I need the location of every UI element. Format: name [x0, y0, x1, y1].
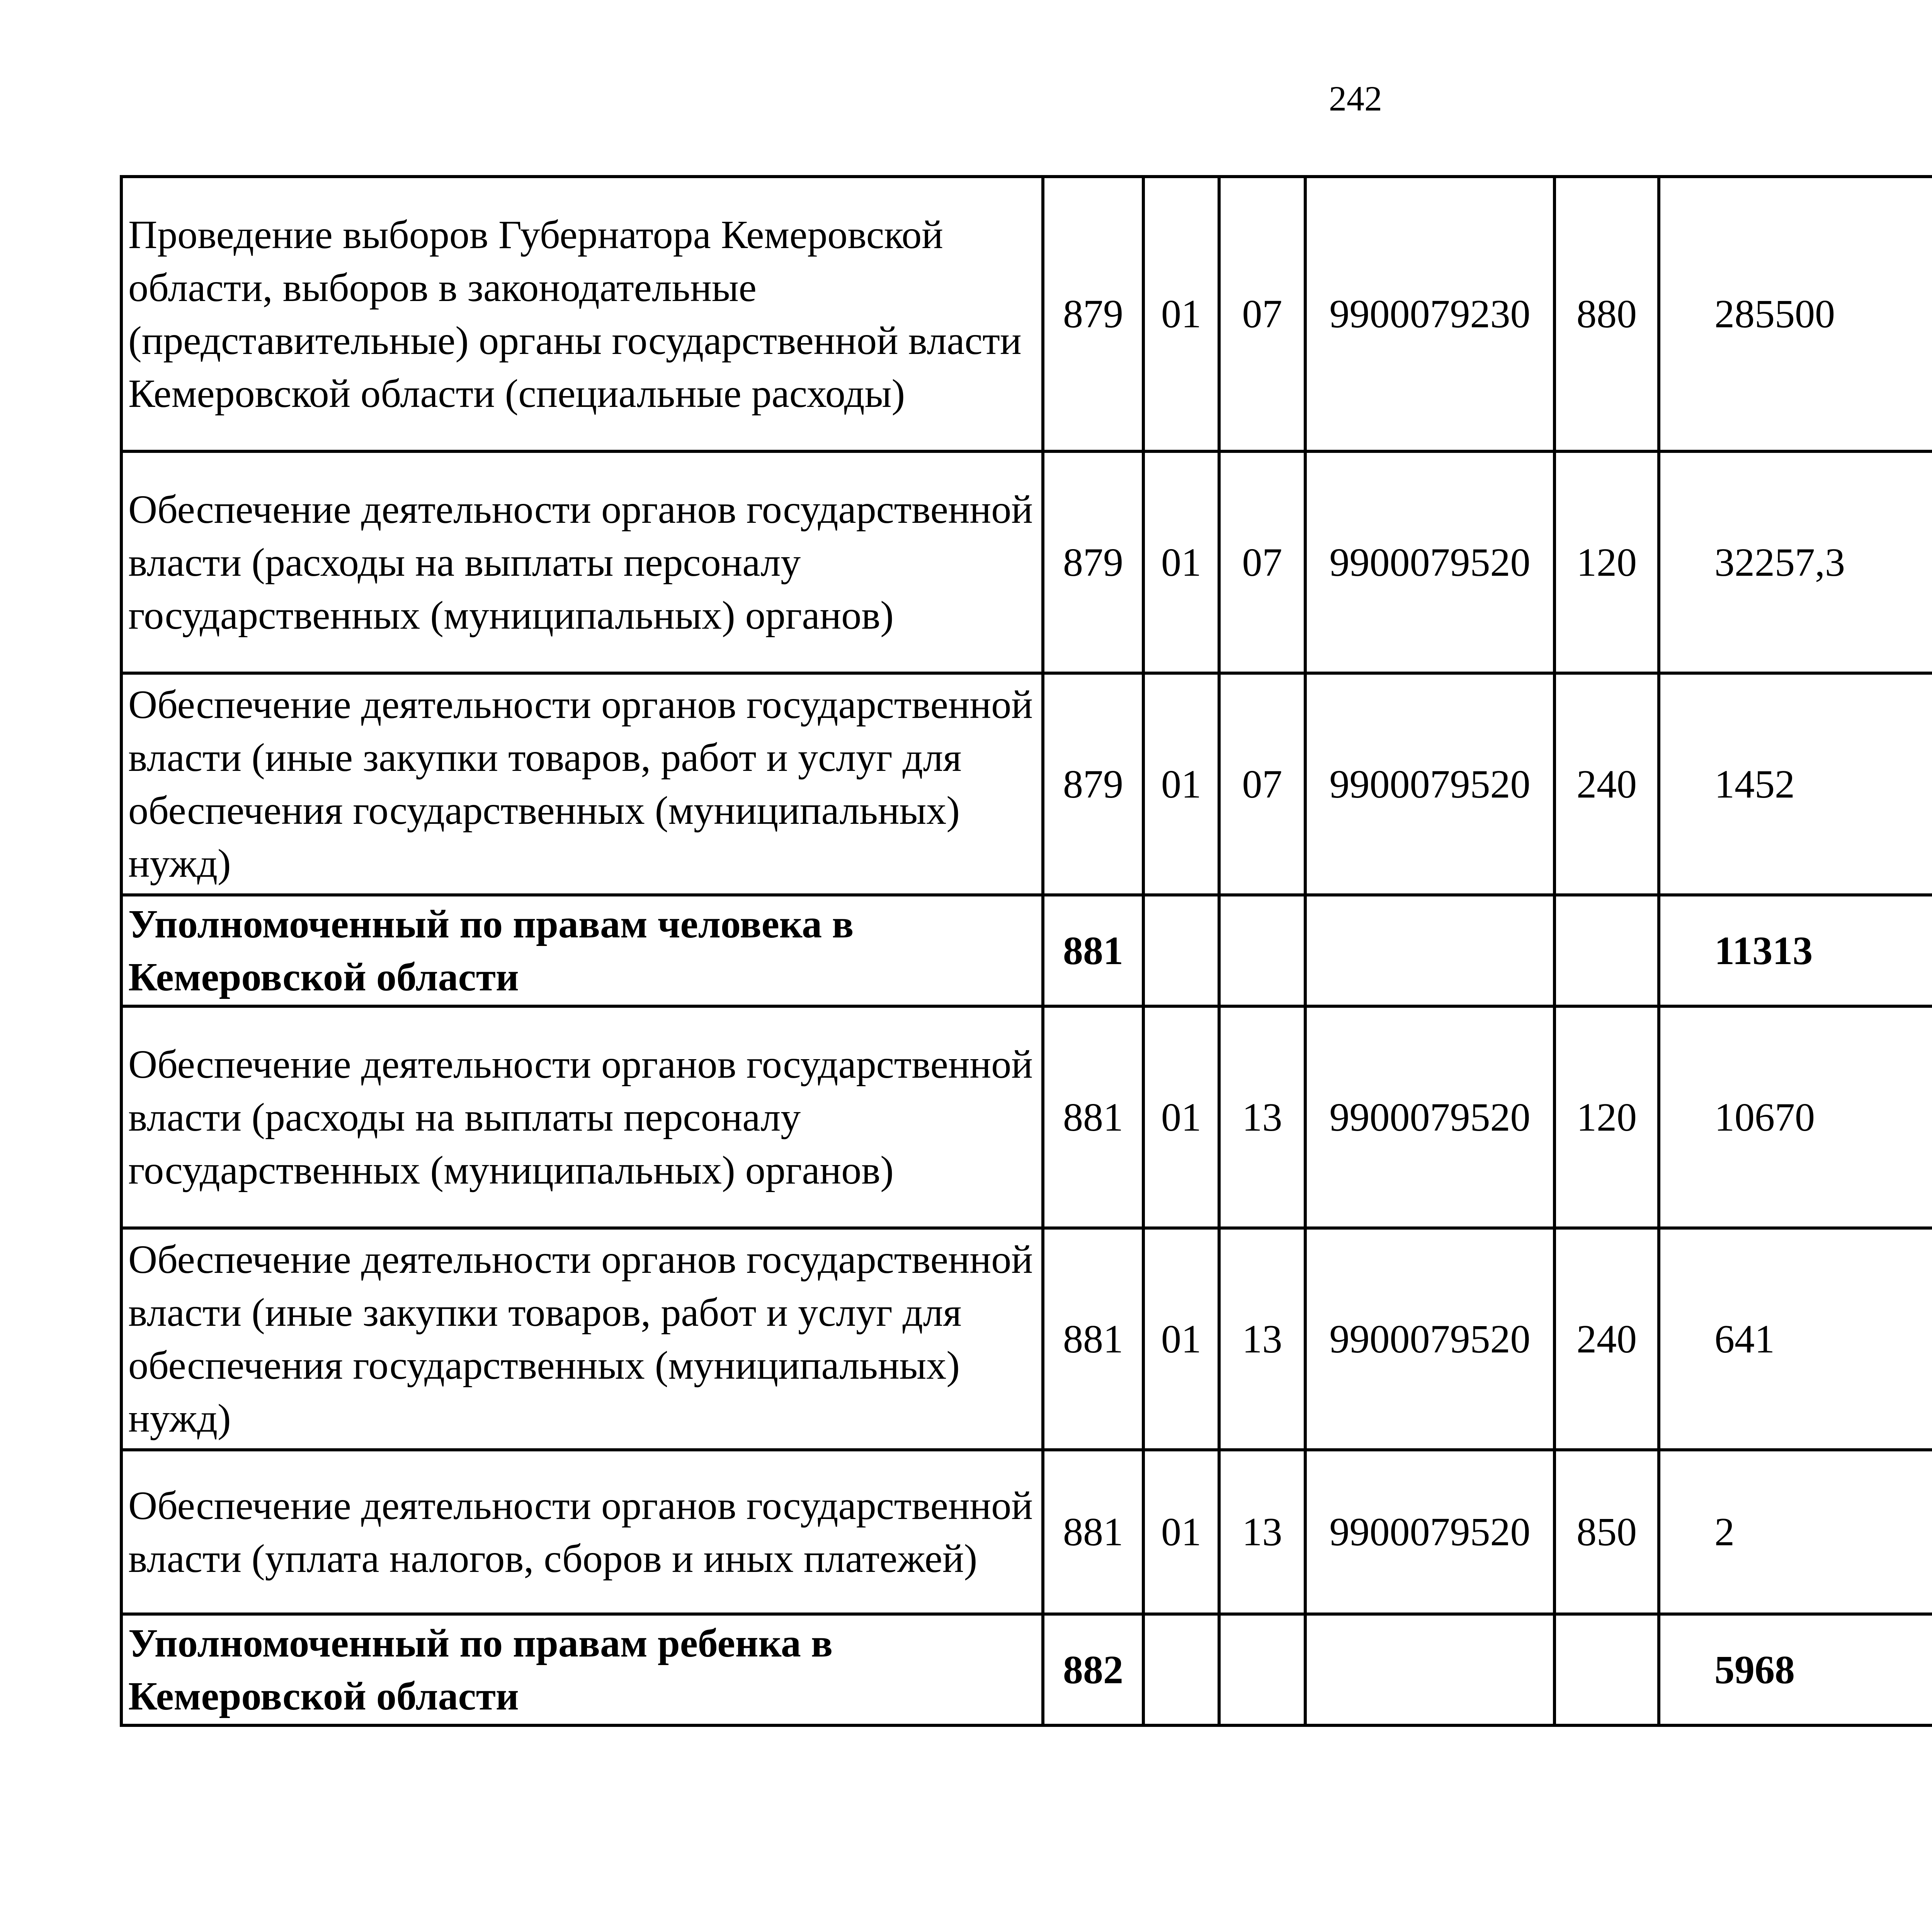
subsection-code: 07	[1219, 177, 1305, 451]
expense-type-code	[1554, 895, 1659, 1006]
page-number: 242	[1329, 79, 1382, 118]
target-article-code: 9900079520	[1305, 673, 1554, 895]
row-name: Обеспечение деятельности органов государственной власти (расходы на выплаты персоналу государственных (муниципальных) органов)	[121, 1006, 1043, 1228]
ministry-code: 879	[1043, 673, 1143, 895]
amount-1: 10670	[1659, 1006, 1932, 1228]
table-row	[121, 673, 1932, 895]
subsection-code: 07	[1219, 451, 1305, 673]
subsection-code: 13	[1219, 1450, 1305, 1614]
amount-1: 285500	[1659, 177, 1932, 451]
section-code: 01	[1143, 1228, 1219, 1450]
row-name: Обеспечение деятельности органов государственной власти (иные закупки товаров, работ и услуг для обеспечения государственных (муниципальных) нужд)	[121, 673, 1043, 895]
target-article-code	[1305, 895, 1554, 1006]
target-article-code: 9900079520	[1305, 1228, 1554, 1450]
row-name: Обеспечение деятельности органов государственной власти (расходы на выплаты персоналу государственных (муниципальных) органов)	[121, 451, 1043, 673]
expense-type-code: 880	[1554, 177, 1659, 451]
section-code	[1143, 895, 1219, 1006]
expense-type-code	[1554, 1614, 1659, 1725]
budget-table	[120, 175, 1932, 1727]
table-row-total	[121, 1614, 1932, 1725]
section-code: 01	[1143, 177, 1219, 451]
row-name: Обеспечение деятельности органов государственной власти (иные закупки товаров, работ и услуг для обеспечения государственных (муниципальных) нужд)	[121, 1228, 1043, 1450]
row-name: Обеспечение деятельности органов государственной власти (уплата налогов, сборов и иных платежей)	[121, 1450, 1043, 1614]
ministry-code: 881	[1043, 1450, 1143, 1614]
ministry-code: 882	[1043, 1614, 1143, 1725]
row-name: Проведение выборов Губернатора Кемеровской области, выборов в законодательные (представительные) органы государственной власти Кемеровской области (специальные расходы)	[121, 177, 1043, 451]
amount-1: 641	[1659, 1228, 1932, 1450]
subsection-code	[1219, 895, 1305, 1006]
subsection-code: 13	[1219, 1006, 1305, 1228]
ministry-code: 879	[1043, 451, 1143, 673]
ministry-code: 881	[1043, 895, 1143, 1006]
section-code	[1143, 1614, 1219, 1725]
expense-type-code: 120	[1554, 1006, 1659, 1228]
target-article-code: 9900079520	[1305, 451, 1554, 673]
section-code: 01	[1143, 1006, 1219, 1228]
row-name: Уполномоченный по правам ребенка в Кемеровской области	[121, 1614, 1043, 1725]
table-row	[121, 177, 1932, 451]
amount-1: 2	[1659, 1450, 1932, 1614]
amount-1: 5968	[1659, 1614, 1932, 1725]
table-row	[121, 1006, 1932, 1228]
table-row	[121, 1228, 1932, 1450]
table-row-total	[121, 895, 1932, 1006]
expense-type-code: 120	[1554, 451, 1659, 673]
table-row	[121, 451, 1932, 673]
target-article-code: 9900079520	[1305, 1450, 1554, 1614]
amount-1: 32257,3	[1659, 451, 1932, 673]
amount-1: 11313	[1659, 895, 1932, 1006]
target-article-code: 9900079520	[1305, 1006, 1554, 1228]
expense-type-code: 240	[1554, 1228, 1659, 1450]
section-code: 01	[1143, 673, 1219, 895]
amount-1: 1452	[1659, 673, 1932, 895]
ministry-code: 879	[1043, 177, 1143, 451]
expense-type-code: 240	[1554, 673, 1659, 895]
section-code: 01	[1143, 451, 1219, 673]
expense-type-code: 850	[1554, 1450, 1659, 1614]
subsection-code: 07	[1219, 673, 1305, 895]
ministry-code: 881	[1043, 1228, 1143, 1450]
ministry-code: 881	[1043, 1006, 1143, 1228]
section-code: 01	[1143, 1450, 1219, 1614]
subsection-code: 13	[1219, 1228, 1305, 1450]
target-article-code	[1305, 1614, 1554, 1725]
table-row	[121, 1450, 1932, 1614]
row-name: Уполномоченный по правам человека в Кемеровской области	[121, 895, 1043, 1006]
subsection-code	[1219, 1614, 1305, 1725]
target-article-code: 9900079230	[1305, 177, 1554, 451]
